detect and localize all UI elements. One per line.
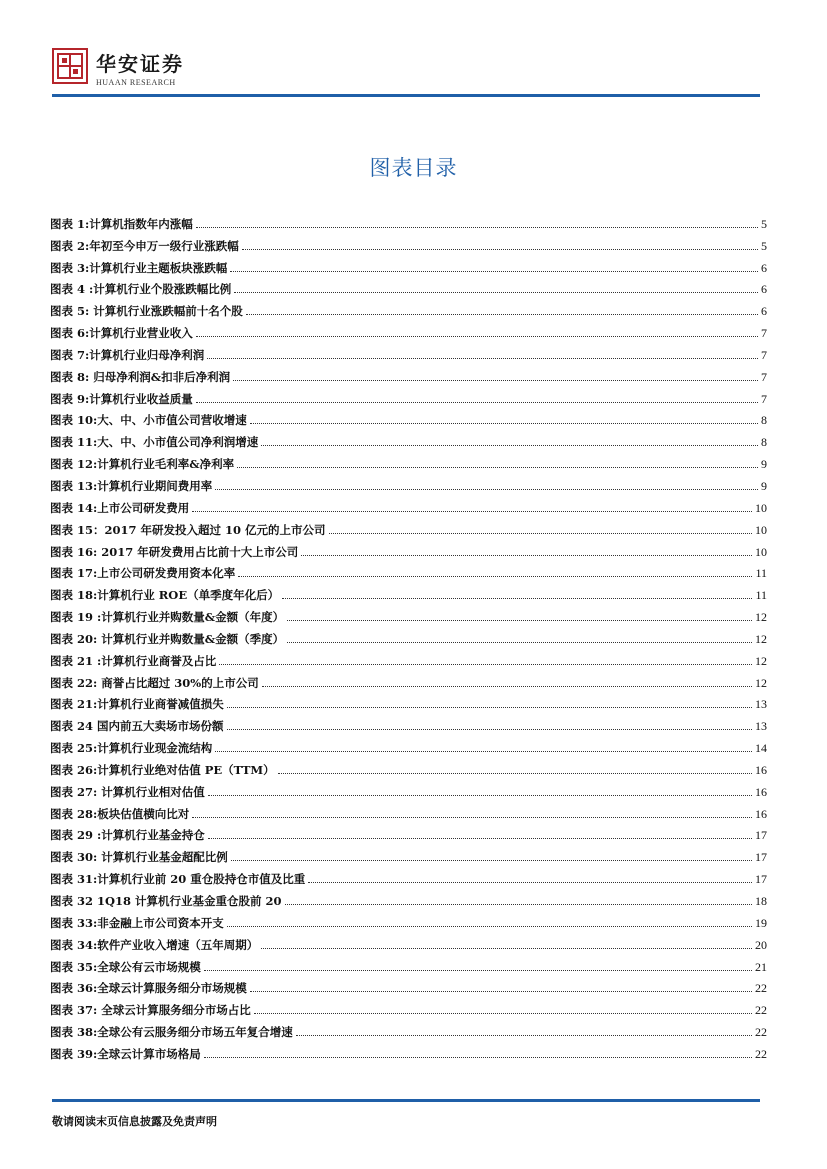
toc-entry-label: 图表 14:上市公司研发费用 <box>50 500 190 515</box>
toc-entry-page: 6 <box>761 304 767 319</box>
toc-entry-label: 图表 17:上市公司研发费用资本化率 <box>50 566 236 581</box>
toc-entry[interactable] <box>50 843 767 865</box>
toc-entry-page: 17 <box>755 872 767 887</box>
toc-entry-page: 5 <box>761 216 767 231</box>
toc-entry[interactable] <box>50 297 767 319</box>
toc-entry[interactable] <box>50 865 767 887</box>
toc-entry-label: 图表 19 :计算机行业并购数量&金额（年度） <box>50 610 285 625</box>
toc-leader-dots <box>192 816 752 818</box>
toc-entry-label: 图表 2:年初至今申万一级行业涨跌幅 <box>50 238 239 253</box>
toc-entry[interactable] <box>50 450 767 472</box>
toc-entry-label: 图表 20: 计算机行业并购数量&金额（季度） <box>50 631 285 646</box>
toc-entry-label: 图表 39:全球云计算市场格局 <box>50 1046 201 1061</box>
toc-entry[interactable] <box>50 953 767 975</box>
toc-entry-label: 图表 16: 2017 年研发费用占比前十大上市公司 <box>50 544 299 559</box>
toc-entry[interactable] <box>50 581 767 603</box>
toc-entry-page: 16 <box>755 762 767 777</box>
toc-leader-dots <box>261 947 752 949</box>
toc-title: 图表目录 <box>369 156 458 180</box>
toc-entry-page: 7 <box>761 391 767 406</box>
toc-leader-dots <box>231 859 752 861</box>
toc-entry-label: 图表 8: 归母净利润&扣非后净利润 <box>50 369 231 384</box>
toc-leader-dots <box>285 903 752 905</box>
toc-entry-page: 10 <box>755 544 767 559</box>
toc-entry-label: 图表 34:软件产业收入增速（五年周期） <box>50 937 259 952</box>
toc-entry-page: 22 <box>755 1025 767 1040</box>
toc-entry[interactable] <box>50 385 767 407</box>
toc-entry-label: 图表 28:板块估值横向比对 <box>50 806 190 821</box>
toc-entry[interactable] <box>50 472 767 494</box>
toc-entry-page: 22 <box>755 1003 767 1018</box>
huaan-seal-logo-icon <box>52 48 88 84</box>
toc-entry-label: 图表 3:计算机行业主题板块涨跌幅 <box>50 260 228 275</box>
toc-entry-page: 14 <box>755 741 767 756</box>
toc-entry-label: 图表 25:计算机行业现金流结构 <box>50 741 213 756</box>
toc-entry-label: 图表 18:计算机行业 ROE（单季度年化后） <box>50 588 280 603</box>
toc-entry[interactable] <box>50 647 767 669</box>
toc-entry[interactable] <box>50 712 767 734</box>
toc-entry[interactable] <box>50 734 767 756</box>
toc-entry-page: 13 <box>755 719 767 734</box>
toc-leader-dots <box>237 466 758 468</box>
toc-entry-label: 图表 11:大、中、小市值公司净利润增速 <box>50 435 259 450</box>
toc-entry-page: 5 <box>761 238 767 253</box>
toc-entry-page: 12 <box>755 610 767 625</box>
toc-entry[interactable] <box>50 1040 767 1062</box>
toc-entry[interactable] <box>50 516 767 538</box>
toc-entry-label: 图表 7:计算机行业归母净利润 <box>50 347 205 362</box>
toc-entry-page: 11 <box>755 588 767 603</box>
toc-list <box>50 210 767 1062</box>
toc-entry-page: 7 <box>761 326 767 341</box>
toc-leader-dots <box>242 248 758 250</box>
toc-entry-label: 图表 22: 商誉占比超过 30%的上市公司 <box>50 675 259 690</box>
toc-entry-label: 图表 33:非金融上市公司资本开支 <box>50 915 224 930</box>
toc-entry[interactable] <box>50 560 767 582</box>
toc-entry[interactable] <box>50 778 767 800</box>
header-divider <box>52 94 760 97</box>
toc-entry-page: 8 <box>761 413 767 428</box>
toc-leader-dots <box>204 969 752 971</box>
toc-leader-dots <box>308 881 752 883</box>
toc-entry[interactable] <box>50 975 767 997</box>
toc-entry-page: 16 <box>755 806 767 821</box>
toc-entry[interactable] <box>50 996 767 1018</box>
toc-entry-label: 图表 38:全球公有云服务细分市场五年复合增速 <box>50 1025 293 1040</box>
toc-leader-dots <box>233 379 758 381</box>
toc-entry-label: 图表 31:计算机行业前 20 重仓股持仓市值及比重 <box>50 872 306 887</box>
toc-leader-dots <box>278 772 752 774</box>
toc-entry[interactable] <box>50 232 767 254</box>
toc-leader-dots <box>227 706 752 708</box>
toc-entry-label: 图表 26:计算机行业绝对估值 PE（TTM） <box>50 762 275 777</box>
toc-entry-page: 13 <box>755 697 767 712</box>
toc-entry-label: 图表 21 :计算机行业商誉及占比 <box>50 653 217 668</box>
toc-leader-dots <box>238 575 752 577</box>
toc-leader-dots <box>250 990 752 992</box>
toc-entry[interactable] <box>50 319 767 341</box>
toc-entry-page: 20 <box>755 937 767 952</box>
toc-leader-dots <box>196 335 758 337</box>
toc-entry-page: 12 <box>755 631 767 646</box>
toc-entry-label: 图表 37: 全球云计算服务细分市场占比 <box>50 1003 251 1018</box>
toc-entry-page: 22 <box>755 1046 767 1061</box>
toc-entry-page: 19 <box>755 915 767 930</box>
toc-entry-page: 18 <box>755 894 767 908</box>
toc-entry-label: 图表 32 1Q18 计算机行业基金重仓股前 20 <box>50 894 282 908</box>
toc-entry-label: 图表 29 :计算机行业基金持仓 <box>50 828 205 843</box>
toc-entry-page: 12 <box>755 675 767 690</box>
toc-leader-dots <box>215 488 758 490</box>
toc-leader-dots <box>246 313 758 315</box>
toc-entry[interactable] <box>50 428 767 450</box>
toc-entry[interactable] <box>50 691 767 713</box>
toc-entry-label: 图表 15：2017 年研发投入超过 10 亿元的上市公司 <box>50 522 326 537</box>
toc-entry[interactable] <box>50 494 767 516</box>
toc-entry-page: 7 <box>761 369 767 384</box>
toc-leader-dots <box>296 1034 752 1036</box>
toc-entry[interactable] <box>50 603 767 625</box>
toc-entry[interactable] <box>50 341 767 363</box>
toc-entry[interactable] <box>50 407 767 429</box>
toc-leader-dots <box>219 663 752 665</box>
toc-leader-dots <box>254 1012 752 1014</box>
toc-entry-page: 17 <box>755 850 767 865</box>
toc-leader-dots <box>282 597 752 599</box>
toc-entry-label: 图表 30: 计算机行业基金超配比例 <box>50 850 228 865</box>
toc-entry-page: 21 <box>755 959 767 974</box>
toc-leader-dots <box>207 357 758 359</box>
toc-leader-dots <box>301 554 752 556</box>
toc-entry-page: 22 <box>755 981 767 996</box>
toc-entry[interactable] <box>50 756 767 778</box>
toc-leader-dots <box>262 685 752 687</box>
toc-leader-dots <box>287 619 752 621</box>
toc-entry-page: 16 <box>755 784 767 799</box>
toc-leader-dots <box>196 226 758 228</box>
toc-leader-dots <box>234 291 758 293</box>
toc-entry-page: 7 <box>761 347 767 362</box>
toc-entry[interactable] <box>50 909 767 931</box>
toc-leader-dots <box>208 794 752 796</box>
toc-entry[interactable] <box>50 210 767 232</box>
toc-entry-label: 图表 4 :计算机行业个股涨跌幅比例 <box>50 282 232 297</box>
toc-leader-dots <box>192 510 752 512</box>
toc-leader-dots <box>227 925 752 927</box>
toc-entry-label: 图表 1:计算机指数年内涨幅 <box>50 216 193 231</box>
toc-entry[interactable] <box>50 887 767 909</box>
toc-entry[interactable] <box>50 800 767 822</box>
toc-entry-page: 9 <box>761 457 767 472</box>
toc-leader-dots <box>196 401 758 403</box>
toc-leader-dots <box>208 837 752 839</box>
toc-entry-label: 图表 13:计算机行业期间费用率 <box>50 478 213 493</box>
brand-subtitle: HUAAN RESEARCH <box>96 78 176 87</box>
toc-entry-page: 9 <box>761 478 767 493</box>
toc-entry-label: 图表 6:计算机行业营业收入 <box>50 326 193 341</box>
toc-entry-label: 图表 10:大、中、小市值公司营收增速 <box>50 413 247 428</box>
toc-entry-page: 17 <box>755 828 767 843</box>
toc-entry[interactable] <box>50 1018 767 1040</box>
toc-leader-dots <box>227 728 752 730</box>
toc-leader-dots <box>329 532 752 534</box>
toc-entry-page: 10 <box>755 522 767 537</box>
toc-leader-dots <box>230 270 758 272</box>
toc-entry-label: 图表 12:计算机行业毛利率&净利率 <box>50 457 235 472</box>
toc-entry[interactable] <box>50 538 767 560</box>
toc-entry-label: 图表 36:全球云计算服务细分市场规模 <box>50 981 247 996</box>
toc-entry-page: 8 <box>761 435 767 450</box>
toc-entry[interactable] <box>50 931 767 953</box>
toc-entry-page: 6 <box>761 282 767 297</box>
toc-entry-label: 图表 27: 计算机行业相对估值 <box>50 784 205 799</box>
footer-divider <box>52 1099 760 1102</box>
toc-leader-dots <box>204 1056 752 1058</box>
toc-entry[interactable] <box>50 669 767 691</box>
toc-entry[interactable] <box>50 254 767 276</box>
toc-entry-label: 图表 5: 计算机行业涨跌幅前十名个股 <box>50 304 243 319</box>
toc-entry-label: 图表 35:全球公有云市场规模 <box>50 959 201 974</box>
toc-entry-page: 12 <box>755 653 767 668</box>
toc-entry-page: 10 <box>755 500 767 515</box>
toc-entry-label: 图表 24 国内前五大卖场市场份额 <box>50 719 224 734</box>
toc-leader-dots <box>215 750 752 752</box>
toc-entry-label: 图表 9:计算机行业收益质量 <box>50 391 193 406</box>
footer-disclaimer: 敬请阅读末页信息披露及免责声明 <box>52 1115 217 1128</box>
toc-leader-dots <box>287 641 752 643</box>
toc-entry[interactable] <box>50 822 767 844</box>
brand-name: 华安证券 <box>96 52 184 76</box>
toc-entry-label: 图表 21:计算机行业商誉减值损失 <box>50 697 224 712</box>
toc-leader-dots <box>261 444 758 446</box>
toc-entry[interactable] <box>50 276 767 298</box>
toc-leader-dots <box>250 422 758 424</box>
toc-entry-page: 6 <box>761 260 767 275</box>
page-header <box>0 0 827 100</box>
toc-entry[interactable] <box>50 625 767 647</box>
toc-entry-page: 11 <box>755 566 767 581</box>
toc-entry[interactable] <box>50 363 767 385</box>
